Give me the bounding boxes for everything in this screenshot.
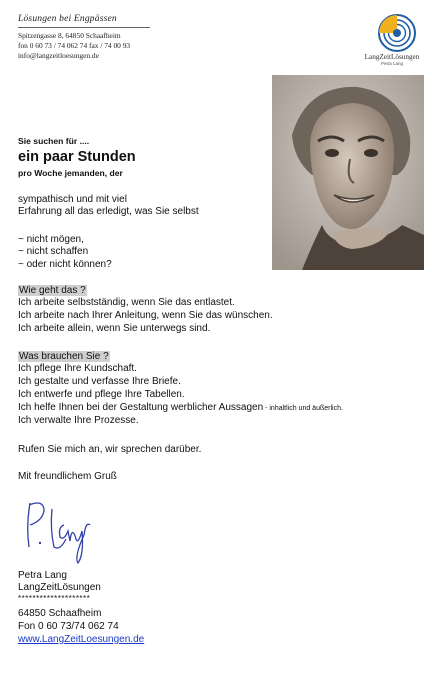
- website-link[interactable]: www.LangZeitLoesungen.de: [18, 634, 145, 645]
- section1-heading: [18, 285, 87, 297]
- letterhead-address: Spitzengasse 8, 64850 Schaafheim: [18, 31, 121, 40]
- signature-city: 64850 Schaafheim: [18, 608, 102, 619]
- section2-line: Ich entwerfe und pflege Ihre Tabellen.: [18, 389, 185, 400]
- section2-heading-text: Was brauchen Sie ?: [19, 351, 109, 362]
- signature-phone: Fon 0 60 73/74 062 74: [18, 621, 119, 632]
- signature-name: Petra Lang: [18, 570, 67, 581]
- closing-call: Rufen Sie mich an, wir sprechen darüber.: [18, 444, 202, 455]
- body-line: sympathisch und mit viel: [18, 194, 127, 205]
- signature-stars: ********************: [18, 594, 91, 603]
- section2-line: Ich gestalte und verfasse Ihre Briefe.: [18, 376, 181, 387]
- section2-line4-main: Ich helfe Ihnen bei der Gestaltung werblicher Aussagen: [18, 402, 264, 413]
- letterhead-divider: [18, 27, 150, 28]
- section1-heading-text: Wie geht das ?: [19, 285, 86, 296]
- section1-line: Ich arbeite nach Ihrer Anleitung, wenn Sie das wünschen.: [18, 310, 273, 321]
- section2-line: Ich verwalte Ihre Prozesse.: [18, 415, 139, 426]
- logo-subtitle: Petra Lang: [380, 61, 404, 66]
- signature-company: LangZeitLösungen: [18, 582, 101, 593]
- list-item: ~ nicht schaffen: [18, 246, 89, 257]
- letterhead-title: Lösungen bei Engpässen: [18, 14, 117, 24]
- section2-line4-note: - inhaltlich und äußerlich.: [263, 405, 343, 412]
- logo-name: LangZeitLösungen: [364, 53, 420, 61]
- intro-line3: pro Woche jemanden, der: [18, 168, 123, 178]
- section2-line: [18, 402, 343, 415]
- section1-line: Ich arbeite selbstständig, wenn Sie das entlastet.: [18, 297, 235, 308]
- handwritten-signature: [20, 495, 100, 567]
- list-item: ~ nicht mögen,: [18, 234, 84, 245]
- letterhead-phone: fon 0 60 73 / 74 062 74 fax / 74 00 93: [18, 41, 131, 50]
- letterhead-email: info@langzeitloesungen.de: [18, 51, 99, 60]
- intro-headline: ein paar Stunden: [18, 149, 136, 165]
- list-item: ~ oder nicht können?: [18, 259, 112, 270]
- section1-line: Ich arbeite allein, wenn Sie unterwegs sind.: [18, 323, 211, 334]
- section2-heading: [18, 351, 110, 363]
- section2-line: Ich pflege Ihre Kundschaft.: [18, 363, 137, 374]
- portrait-photo: [272, 75, 424, 270]
- closing-greeting: Mit freundlichem Gruß: [18, 471, 117, 482]
- intro-line1: Sie suchen für ....: [18, 136, 90, 146]
- body-line: Erfahrung all das erledigt, was Sie selbst: [18, 206, 199, 217]
